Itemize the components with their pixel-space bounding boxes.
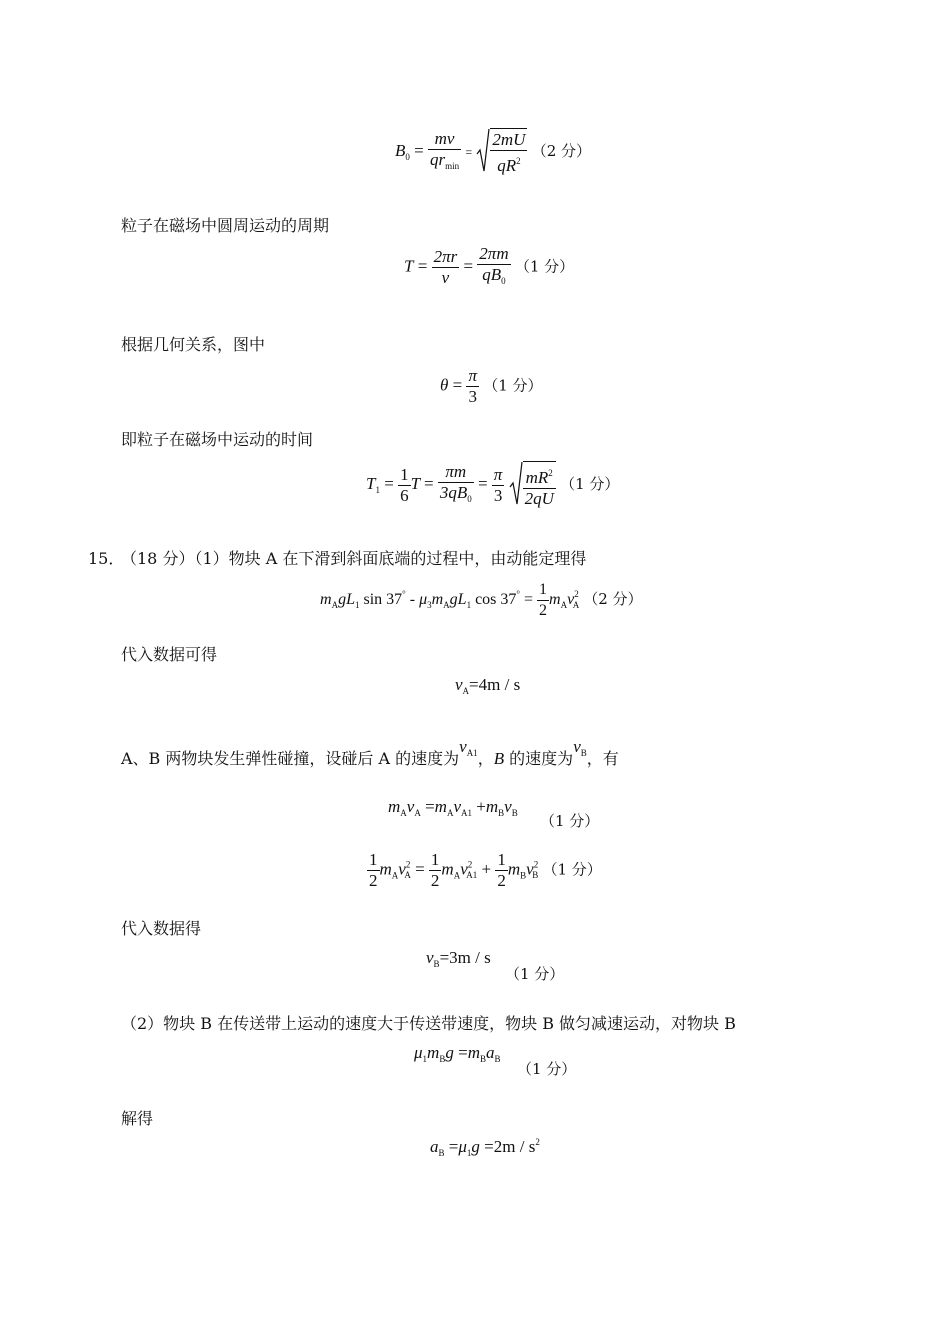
equation-period: T = $\frac{2\pi r}{v}$ = $\frac{2\pi m}{qB_0}$ （1 分） [404, 244, 575, 287]
question-15-number: 15． [88, 549, 125, 568]
fraction-mv-qrmin: $\frac{mv}{qr_{min}}$ [429, 128, 460, 171]
paragraph-solve: 解得 [121, 1109, 154, 1128]
equation-energy: $m_AgL_1$ $\sin 37^\circ - \mu_3m_AgL_1$ cos 37° = $\frac{1}{2}$ $m_Av^2_A$ （2 分） [320, 581, 643, 619]
score-momentum: （1 分） [540, 812, 600, 830]
equation-kinetic: $\frac{1}{2}$ $m_Av^2_A$ = $\frac{1}{2}$ $m_Av^2_{A1}$ + $\frac{1}{2}$ $m_Bv^2_B$ （1 分） [369, 850, 602, 890]
equation-ab: $a_B =\mu_1g =2m / s^2$ [430, 1137, 540, 1158]
equation-t1: $T_1$ = $\frac{1}{6}$ T = $\frac{\pi m}{3qB_0}$ = $\frac{\pi}{3}$ $\frac{mR^2}{2qU}$ （1 分） [366, 461, 620, 508]
sqrt-2mU-qR2: $\frac{2mU}{qR^2}$ [476, 128, 527, 176]
sqrt-mR2-2qU: $\frac{mR^2}{2qU}$ [509, 461, 556, 509]
paragraph-geometry: 根据几何关系，图中 [121, 335, 266, 354]
paragraph-time: 即粒子在磁场中运动的时间 [121, 430, 314, 449]
equation-b0: $B_0$ = $\frac{mv}{qr_{min}}$ = $\frac{2mU}{qR^2}$ （2 分） [395, 128, 592, 175]
equation-vb: $v_B=3m / s$ [426, 948, 491, 969]
paragraph-part-2: （2）物块 B 在传送带上运动的速度大于传送带速度，物块 B 做匀减速运动，对物块 B [121, 1014, 736, 1033]
score-vb: （1 分） [505, 965, 565, 983]
paragraph-substitute-2: 代入数据得 [121, 919, 202, 938]
paragraph-period: 粒子在磁场中圆周运动的周期 [121, 216, 330, 235]
question-15-intro: （18 分）（1）物块 A 在下滑到斜面底端的过程中，由动能定理得 [121, 549, 587, 568]
equation-friction: $\mu_1m_Bg =m_Ba_B$ [414, 1043, 501, 1064]
paragraph-collision: A、B 两物块发生弹性碰撞，设碰后 A 的速度为$v_{A1}$，B 的速度为$v_B$，有 [121, 737, 619, 768]
equation-va: $v_A=4m / s$ [455, 675, 521, 696]
equation-momentum: $m_Av_A =m_Av_{A1} +m_Bv_B$ [388, 797, 518, 818]
equation-theta: θ = $\frac{\pi}{3}$ （1 分） [440, 366, 543, 406]
paragraph-substitute-1: 代入数据可得 [121, 645, 218, 664]
score-friction: （1 分） [517, 1060, 577, 1078]
